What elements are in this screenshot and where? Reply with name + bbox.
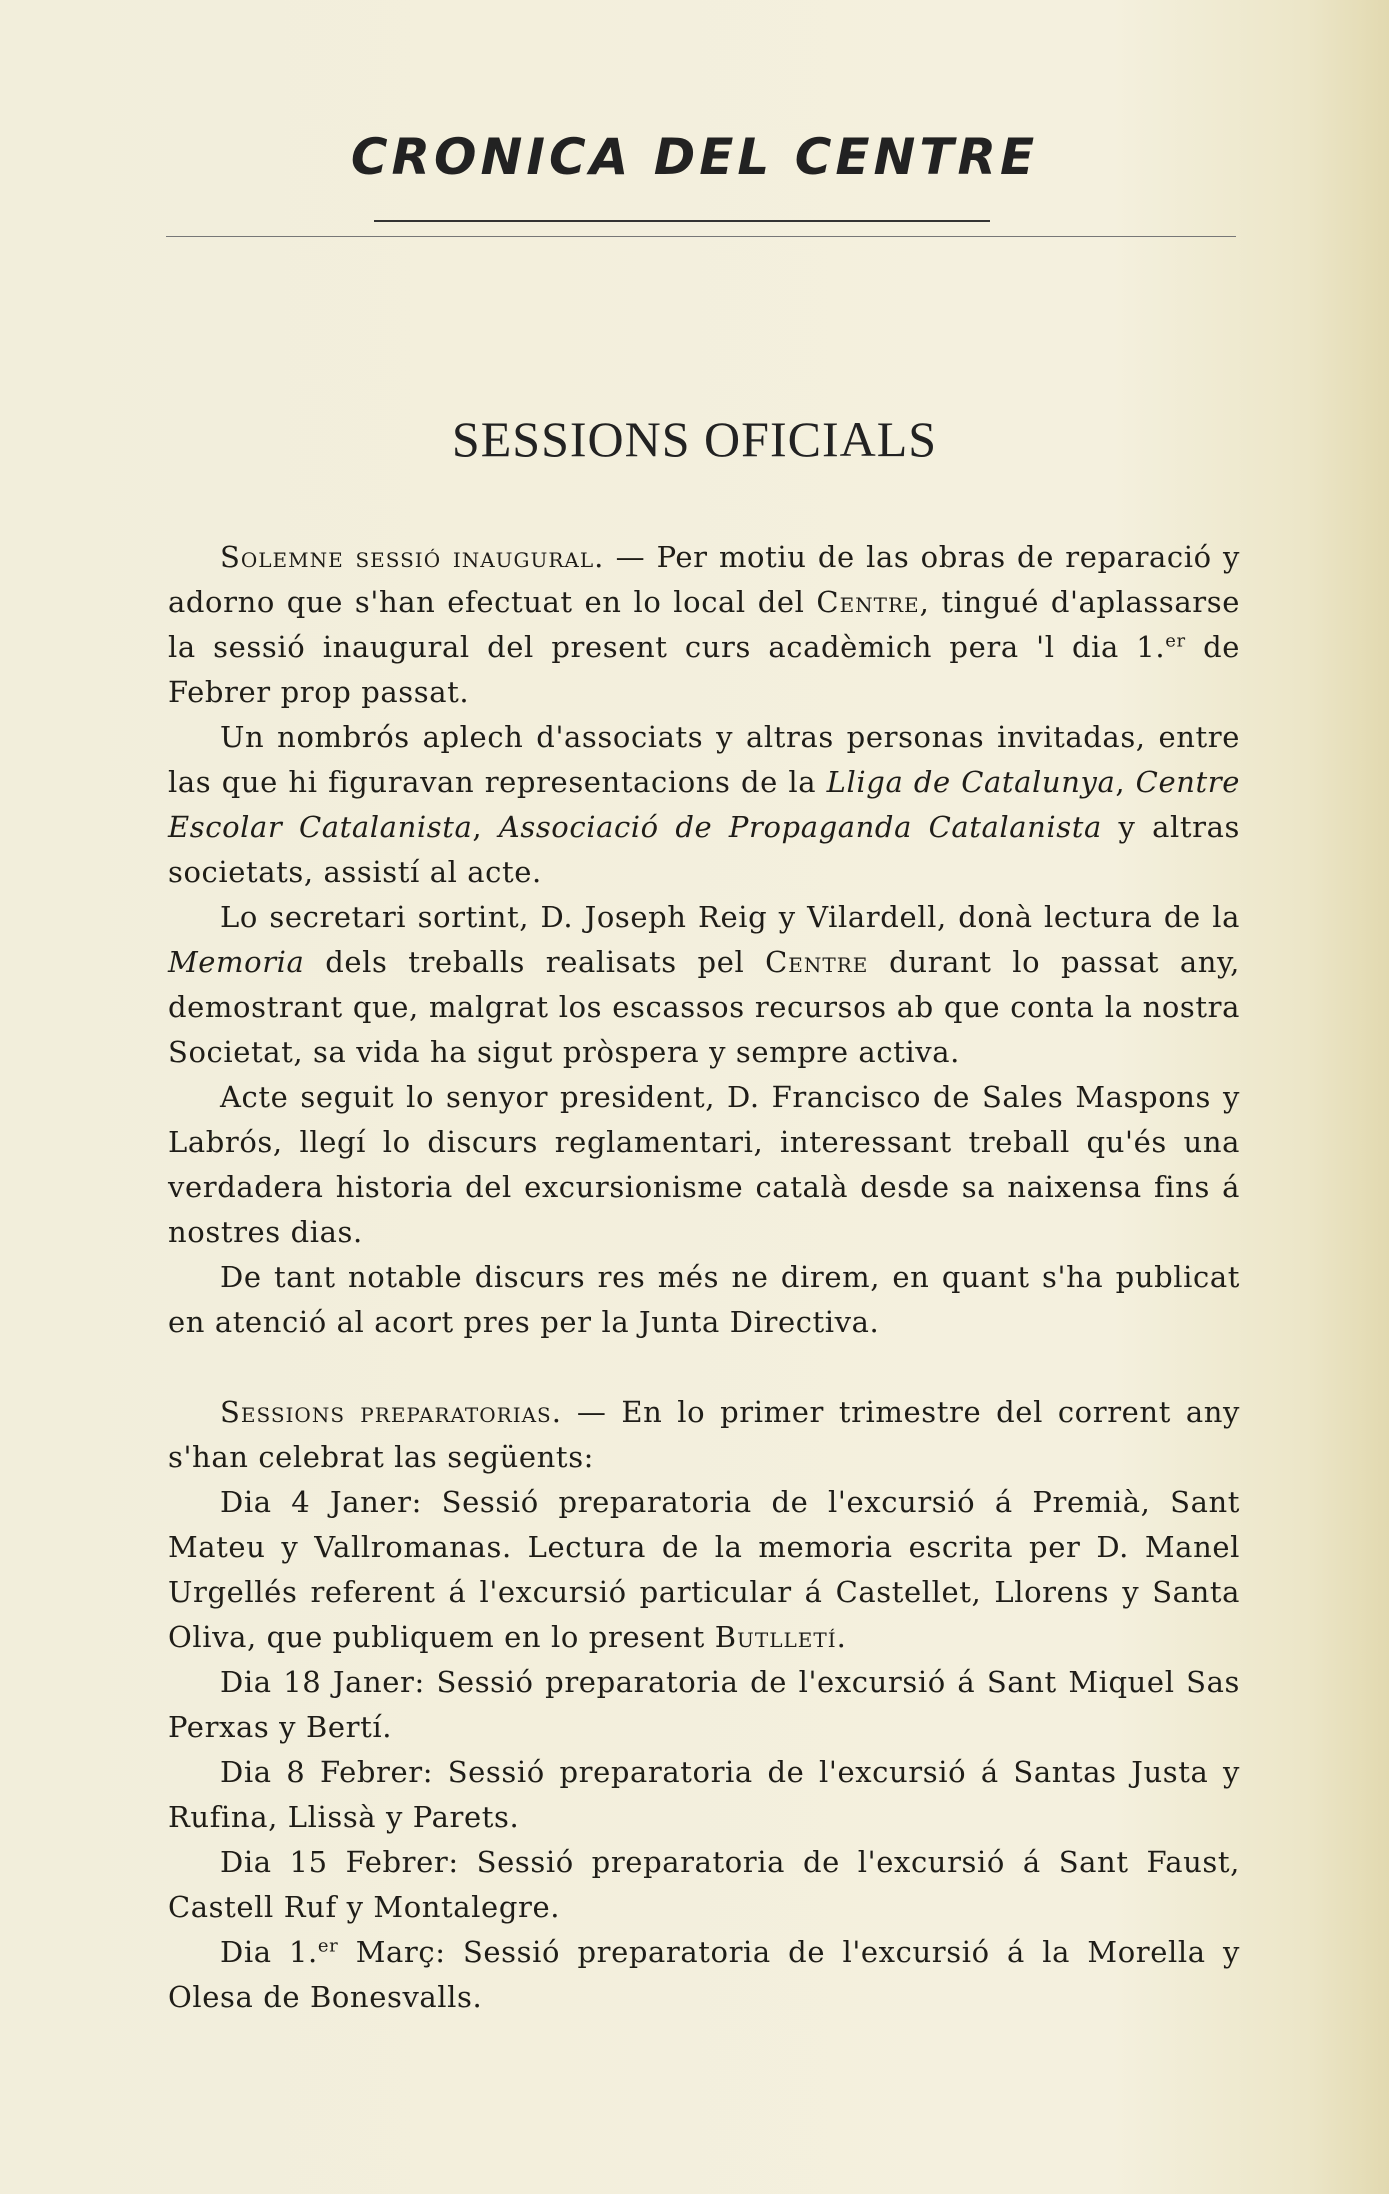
text-run: dels treballs realisats pel <box>304 945 766 979</box>
centre-name: Centre <box>765 945 869 979</box>
org-name: Centre Escolar Catalanista <box>168 765 1240 844</box>
text-run: — Per motiu de las obras de reparació y adorno que s'han efectuat en lo local del <box>168 540 1240 619</box>
memoria-title: Memoria <box>168 945 305 979</box>
centre-name: Centre <box>816 585 920 619</box>
text-run: Dia 1. <box>220 1935 318 1969</box>
article-body <box>168 535 1240 2020</box>
entry-4-janer <box>168 1480 1240 1660</box>
paragraph-inaugural-2 <box>168 715 1240 895</box>
paragraph-inaugural-1 <box>168 535 1240 715</box>
org-name: Lliga de Catalunya <box>826 765 1116 799</box>
entry-8-febrer: Dia 8 Febrer: Sessió preparatoria de l'excursió á Santas Justa y Rufina, Llissà y Parets. <box>168 1755 1240 1834</box>
entry-1-marc <box>168 1930 1240 2020</box>
paragraph-inaugural-5: De tant notable discurs res més ne direm, en quant s'ha publicat en atenció al acort pres per la Junta Directiva. <box>168 1260 1240 1339</box>
text-run: , <box>472 810 499 844</box>
header-rule-thin <box>166 236 1236 237</box>
paragraph-inaugural-3 <box>168 895 1240 1075</box>
text-run: Un nombrós aplech d'associats y altras personas invitadas, entre las que hi figuravan representacions de la <box>168 720 1240 799</box>
paragraph-preparatorias-intro <box>168 1390 1240 1480</box>
heading-preparatorias: Sessions preparatorias. <box>220 1395 562 1429</box>
heading-inaugural: Solemne sessió inaugural. <box>220 540 605 574</box>
paragraph-inaugural-4: Acte seguit lo senyor president, D. Francisco de Sales Maspons y Labrós, llegí lo discurs reglamentari, interessant treball qu'és una verdadera historia del excursionisme català desde sa naixensa fins á nostres dias. <box>168 1080 1240 1249</box>
text-run: — En lo primer trimestre del corrent any s'han celebrat las següents: <box>168 1395 1241 1474</box>
text-run: durant lo passat any, demostrant que, malgrat los escassos recursos ab que conta la nostra Societat, sa vida ha sigut pròspera y sempre activa. <box>168 945 1241 1069</box>
page-header-title: CRONICA DEL CENTRE <box>350 128 1039 186</box>
header-rule-thick <box>374 220 990 222</box>
ordinal-superscript: er <box>317 1935 339 1957</box>
org-name: Associació de Propaganda Catalanista <box>498 810 1102 844</box>
text-run: Dia 4 Janer: Sessió preparatoria de l'excursió á Premià, Sant Mateu y Vallromanas. Lectura de la memoria escrita per D. Manel Urgellés referent á l'excursió particular á Castellet, Llorens y Santa Oliva, que publiquem en lo present <box>168 1485 1240 1654</box>
butlleti-name: Butlletí <box>714 1620 837 1654</box>
text-run: , <box>1115 765 1136 799</box>
text-run: . <box>836 1620 847 1654</box>
text-run: , tingué d'aplassarse la sessió inaugural del present curs acadèmich pera 'l dia 1. <box>168 585 1240 664</box>
ordinal-superscript: er <box>1165 630 1186 652</box>
text-run: Març: Sessió preparatoria de l'excursió á la Morella y Olesa de Bonesvalls. <box>168 1935 1240 2014</box>
text-run: de Febrer prop passat. <box>168 630 1240 709</box>
text-run: y altras societats, assistí al acte. <box>168 810 1240 889</box>
entry-18-janer: Dia 18 Janer: Sessió preparatoria de l'excursió á Sant Miquel Sas Perxas y Bertí. <box>168 1665 1240 1744</box>
section-title: SESSIONS OFICIALS <box>451 411 938 467</box>
entry-15-febrer: Dia 15 Febrer: Sessió preparatoria de l'excursió á Sant Faust, Castell Ruf y Montalegre. <box>168 1845 1240 1924</box>
text-run: Lo secretari sortint, D. Joseph Reig y Vilardell, donà lectura de la <box>220 900 1240 934</box>
